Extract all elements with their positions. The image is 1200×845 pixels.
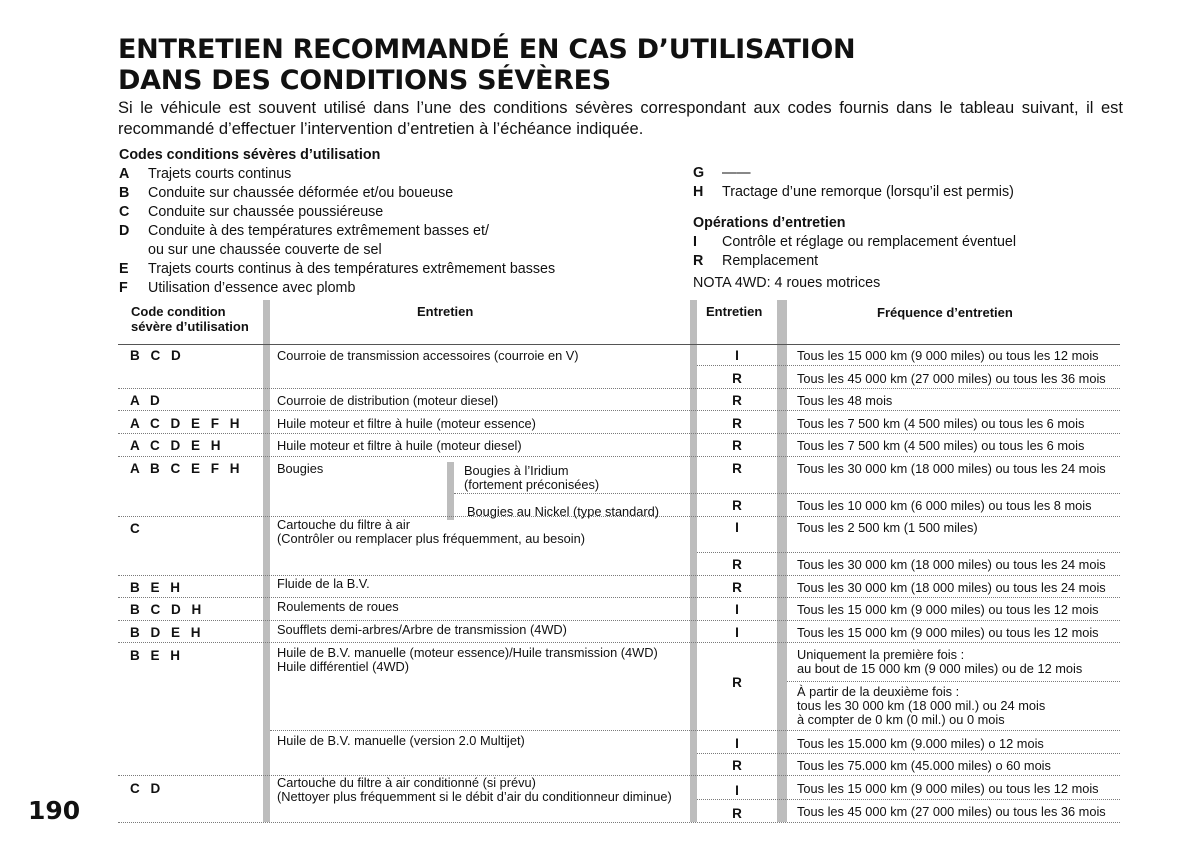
legend-op-i: I Contrôle et réglage ou remplacement éventuel (693, 234, 1017, 250)
row-item: Bougies (277, 461, 324, 476)
legend-code-h: H Tractage d’une remorque (lorsqu’il est permis) (693, 184, 1014, 200)
legend-code-d: D Conduite à des températures extrêmement basses et/ ou sur une chaussée couverte de sel (119, 223, 489, 258)
header-operation: Entretien (706, 304, 763, 319)
row-operation: I (735, 348, 739, 363)
row-code: A C D E H (130, 438, 225, 453)
column-divider (263, 300, 270, 822)
row-frequency: Tous les 30 000 km (18 000 miles) ou tous les 24 mois (797, 580, 1106, 595)
row-item: Huile de B.V. manuelle (version 2.0 Multijet) (277, 733, 525, 748)
row-frequency: Tous les 15 000 km (9 000 miles) ou tous les 12 mois (797, 781, 1099, 796)
header-code: Code condition sévère d’utilisation (131, 304, 249, 334)
row-operation: I (735, 783, 739, 798)
row-item: Roulements de roues (277, 599, 399, 614)
row-rule (697, 552, 1120, 553)
legend-code-e: E Trajets courts continus à des températures extrêmement basses (119, 261, 556, 277)
row-rule (787, 681, 1120, 682)
row-frequency: Uniquement la première fois : au bout de 15 000 km (9 000 miles) ou de 12 mois (797, 647, 1083, 676)
row-code: B C D H (130, 602, 205, 617)
row-subitem: Bougies au Nickel (type standard) (467, 504, 660, 519)
row-frequency: Tous les 2 500 km (1 500 miles) (797, 520, 978, 535)
row-operation: R (732, 416, 742, 431)
row-operation: R (732, 498, 742, 513)
row-operation: I (735, 736, 739, 751)
row-operation: I (735, 520, 739, 535)
row-operation: R (732, 461, 742, 476)
row-operation: R (732, 580, 742, 595)
legend-op-r: R Remplacement (693, 253, 819, 269)
legend-code-a: A Trajets courts continus (119, 166, 292, 182)
row-code: C D (130, 781, 164, 796)
row-item: Fluide de la B.V. (277, 576, 370, 591)
row-code: C (130, 521, 144, 536)
row-rule (118, 433, 1120, 434)
page-number: 190 (28, 796, 81, 825)
row-operation: R (732, 557, 742, 572)
header-entretien: Entretien (417, 304, 474, 319)
legend-code-f: F Utilisation d’essence avec plomb (119, 280, 356, 296)
row-code: A C D E F H (130, 416, 244, 431)
row-rule (118, 410, 1120, 411)
row-item: Huile de B.V. manuelle (moteur essence)/Huile transmission (4WD) Huile différentiel (4WD) (277, 645, 658, 674)
row-rule (270, 730, 1120, 731)
row-item: Courroie de distribution (moteur diesel) (277, 393, 499, 408)
row-code: B C D (130, 348, 185, 363)
row-rule (118, 597, 1120, 598)
row-code: B E H (130, 580, 184, 595)
legend-note: NOTA 4WD: 4 roues motrices (693, 275, 881, 291)
row-frequency: À partir de la deuxième fois : tous les 30 000 km (18 000 mil.) ou 24 mois à compter de 0 km (0 mil.) ou 0 mois (797, 684, 1046, 727)
row-code: B D E H (130, 625, 205, 640)
column-divider (777, 300, 787, 822)
row-item: Huile moteur et filtre à huile (moteur diesel) (277, 438, 522, 453)
row-frequency: Tous les 15.000 km (9.000 miles) o 12 mois (797, 736, 1044, 751)
legend-code-c: C Conduite sur chaussée poussiéreuse (119, 204, 384, 220)
row-frequency: Tous les 7 500 km (4 500 miles) ou tous les 6 mois (797, 416, 1085, 431)
row-rule (118, 456, 1120, 457)
row-frequency: Tous les 7 500 km (4 500 miles) ou tous les 6 mois (797, 438, 1085, 453)
row-operation: R (732, 393, 742, 408)
row-rule (454, 493, 1120, 494)
row-frequency: Tous les 30 000 km (18 000 miles) ou tous les 24 mois (797, 557, 1106, 572)
legend-code-g: G —— (693, 165, 751, 181)
title-line-2: DANS DES CONDITIONS SÉVÈRES (118, 65, 611, 96)
column-divider (447, 462, 454, 520)
row-rule (118, 620, 1120, 621)
row-frequency: Tous les 15 000 km (9 000 miles) ou tous les 12 mois (797, 348, 1099, 363)
row-rule (697, 753, 1120, 754)
row-rule (118, 575, 1120, 576)
intro-paragraph: Si le véhicule est souvent utilisé dans l’une des conditions sévères correspondant aux codes fournis dans le tableau suivant, il est recommandé d’effectuer l’intervention d’entretien à l’échéance indiquée. (118, 99, 1123, 138)
title-line-1: ENTRETIEN RECOMMANDÉ EN CAS D’UTILISATION (118, 34, 856, 65)
header-rule (118, 344, 1120, 345)
row-item: Courroie de transmission accessoires (courroie en V) (277, 348, 579, 363)
row-frequency: Tous les 45 000 km (27 000 miles) ou tous les 36 mois (797, 804, 1106, 819)
row-frequency: Tous les 15 000 km (9 000 miles) ou tous les 12 mois (797, 625, 1099, 640)
row-code: B E H (130, 648, 184, 663)
row-code: A B C E F H (130, 461, 244, 476)
row-frequency: Tous les 45 000 km (27 000 miles) ou tous les 36 mois (797, 371, 1106, 386)
row-frequency: Tous les 75.000 km (45.000 miles) o 60 mois (797, 758, 1051, 773)
row-frequency: Tous les 10 000 km (6 000 miles) ou tous les 8 mois (797, 498, 1092, 513)
row-subitem: Bougies à l’Iridium (fortement préconisées) (464, 463, 600, 492)
row-rule (697, 365, 1120, 366)
operations-heading: Opérations d’entretien (693, 215, 846, 231)
header-frequency: Fréquence d’entretien (877, 305, 1013, 320)
row-operation: I (735, 602, 739, 617)
row-item: Cartouche du filtre à air (Contrôler ou remplacer plus fréquemment, au besoin) (277, 517, 585, 546)
row-frequency: Tous les 30 000 km (18 000 miles) ou tous les 24 mois (797, 461, 1106, 476)
row-operation: R (732, 806, 742, 821)
row-item: Huile moteur et filtre à huile (moteur essence) (277, 416, 536, 431)
row-operation: R (732, 675, 742, 690)
row-frequency: Tous les 15 000 km (9 000 miles) ou tous les 12 mois (797, 602, 1099, 617)
row-frequency: Tous les 48 mois (797, 393, 893, 408)
row-operation: R (732, 758, 742, 773)
row-rule (697, 799, 1120, 800)
legend-code-b: B Conduite sur chaussée déformée et/ou boueuse (119, 185, 454, 201)
row-code: A D (130, 393, 164, 408)
row-item: Cartouche du filtre à air conditionné (si prévu) (Nettoyer plus fréquemment si le débit d’air du conditionneur diminue) (277, 775, 672, 804)
row-operation: R (732, 438, 742, 453)
row-rule (118, 642, 1120, 643)
row-operation: I (735, 625, 739, 640)
row-item: Soufflets demi-arbres/Arbre de transmission (4WD) (277, 622, 567, 637)
legend-heading: Codes conditions sévères d’utilisation (119, 147, 381, 163)
row-operation: R (732, 371, 742, 386)
row-rule (118, 822, 1120, 823)
row-rule (118, 388, 1120, 389)
column-divider (690, 300, 697, 822)
